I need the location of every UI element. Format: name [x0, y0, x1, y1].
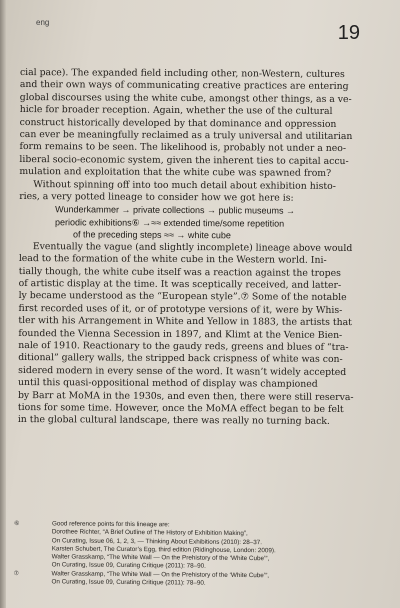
text-line: ly became understood as the “European style”.⑦ Some of the notable: [18, 290, 347, 304]
footnote-marker: ⑦: [13, 570, 19, 577]
text-line: mulation and exploitation that the white cube was spawned from?: [19, 166, 332, 180]
paragraph-2: [19, 179, 374, 206]
text-line: cial pace). The expanded field including other, non-Western, cultures: [19, 67, 345, 80]
lineage-line: Wunderkammer → private collections → public museums →: [55, 204, 296, 217]
footnote-line: Walter Grasskamp, “The White Wall — On the Prehistory of the ‘White Cube’”,: [51, 570, 270, 580]
language-label: eng: [36, 18, 50, 27]
lineage-line: periodic exhibitions⑥ →≈≈ extended time/some repetition: [55, 217, 285, 229]
text-line: tially though, the white cube itself was a reaction against the tropes: [18, 265, 341, 279]
text-line: and their own ways of communicating creative practices are entering: [19, 79, 349, 93]
page-number: 19: [337, 22, 360, 44]
text-line: ditional” gallery walls, the stripped back crispness of white was con-: [18, 352, 343, 366]
footnote-line: Walter Grasskamp, “The White Wall — On the Prehistory of the ‘White Cube’”,: [51, 553, 270, 563]
page-gutter-shadow: [0, 0, 6, 608]
text-line: Eventually the vague (and slightly incomplete) lineage above would: [32, 240, 353, 254]
text-line: form remains to be seen. The likelihood is, probably not under a neo-: [19, 141, 347, 155]
footnote-marker: ⑥: [13, 520, 20, 528]
lineage-line: of the preceding steps ≈≈ → white cube: [72, 229, 231, 241]
lineage-list: [55, 204, 374, 243]
body-text: [18, 67, 375, 429]
text-line: sidered modern in every sense of the word. It wasn’t widely accepted: [18, 364, 347, 378]
text-line: lead to the formation of the white cube in the Western world. Ini-: [18, 253, 327, 266]
text-line: global discourses using the white cube, amongst other things, as a ve-: [19, 91, 352, 105]
footnote-line: Dorothee Richter, “A Brief Outline of The History of Exhibition Making”,: [51, 528, 248, 538]
text-line: tions for some time. However, once the MoMA effect began to be felt: [17, 401, 344, 415]
footnote-line: On Curating, Issue 09, Curating Critique (2011): 78–90.: [51, 578, 206, 587]
text-line: first recorded uses of it, or of prototype versions of it, were by Whis-: [18, 302, 343, 316]
footnote-line: Good reference points for this lineage are:: [51, 520, 170, 529]
footnote-line: On Curating, Issue 09, Curating Critique (2011): 78–90.: [51, 561, 206, 571]
footnotes: [13, 520, 374, 590]
text-line: in the global cultural landscape, there was really no turning back.: [17, 414, 330, 428]
text-line: by Barr at MoMA in the 1930s, and even then, there were still reserva-: [17, 389, 354, 403]
paragraph-1: [19, 67, 375, 181]
text-line: liberal socio-economic system, given the inherent ties to capital accu-: [19, 153, 349, 167]
footnote-line: Karsten Schubert, The Curator’s Egg, third edition (Ridinghouse, London: 2009).: [51, 545, 276, 555]
text-line: hicle for broader reception. Again, whether the use of the cultural: [19, 104, 333, 118]
text-line: until this quasi-oppositional method of display was championed: [18, 377, 318, 390]
text-line: nale of 1910. Reactionary to the gaudy reds, greens and blues of “tra-: [18, 339, 349, 353]
text-line: construct historically developed by that dominance and oppression: [19, 116, 337, 130]
text-line: of artistic display at the time. It was sceptically received, and latter-: [18, 277, 342, 291]
footnote-6: [14, 520, 374, 573]
footnote-line: On Curating, Issue 06, 1, 2, 3, — Thinking About Exhibitions (2010): 28–37.: [51, 536, 263, 546]
text-line: ries, a very potted lineage to consider how we got here is:: [19, 191, 294, 204]
paragraph-3: [18, 241, 374, 429]
footnote-7: [13, 570, 373, 590]
text-line: can ever be meaningfully reclaimed as a truly universal and utilitarian: [19, 129, 353, 143]
text-line: tler with his Arrangement in White and Yellow in 1883, the artists that: [18, 315, 352, 329]
text-line: founded the Vienna Secession in 1897, and Klimt at the Venice Bien-: [18, 327, 343, 341]
text-line: Without spinning off into too much detail about exhibition histo-: [33, 178, 336, 192]
